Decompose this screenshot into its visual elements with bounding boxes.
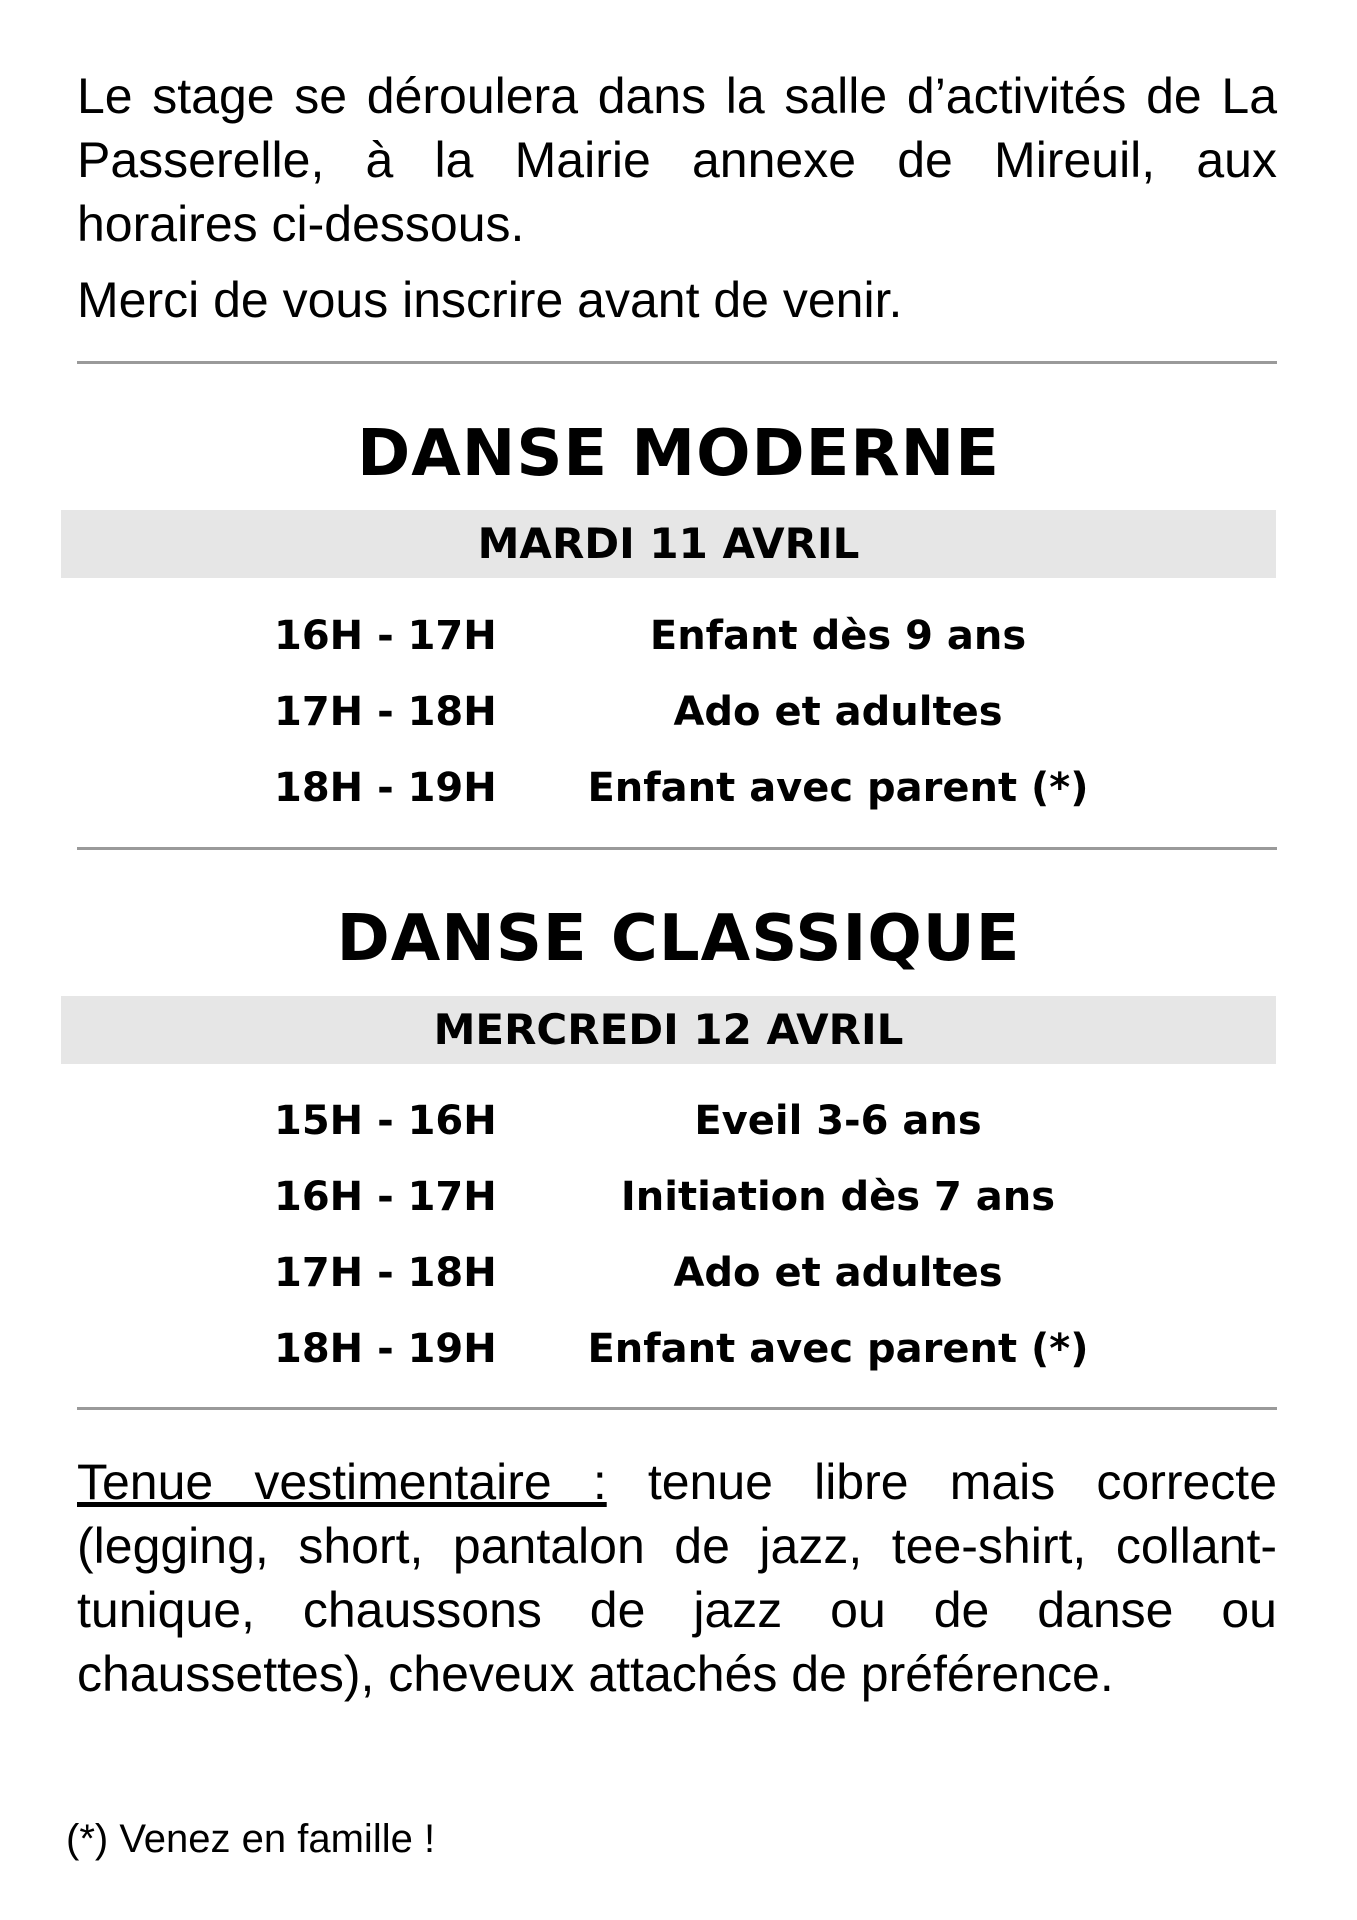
age-group: Enfant avec parent (*) xyxy=(587,765,1089,811)
day-header-mardi: MARDI 11 AVRIL xyxy=(61,510,1276,578)
section-title-danse-classique: DANSE CLASSIQUE xyxy=(336,902,1021,976)
schedule-row xyxy=(0,1311,1357,1387)
footnote: (*) Venez en famille ! xyxy=(66,1817,436,1861)
intro-text xyxy=(77,64,1277,332)
age-group: Initiation dès 7 ans xyxy=(620,1174,1056,1220)
time-slot: 16H - 17H xyxy=(274,613,497,659)
age-group: Ado et adultes xyxy=(673,1250,1003,1296)
dress-code-label: Tenue vestimentaire : xyxy=(77,1454,607,1510)
schedule-row xyxy=(0,1159,1357,1235)
time-slot: 16H - 17H xyxy=(274,1174,497,1220)
divider xyxy=(77,361,1277,364)
intro-paragraph-location: Le stage se déroulera dans la salle d’activités de La Passerelle, à la Mairie annexe de Mireuil, aux horaires ci-dessous. xyxy=(77,68,1277,252)
divider xyxy=(77,847,1277,850)
age-group: Eveil 3-6 ans xyxy=(694,1098,982,1144)
dress-code-text: tenue libre mais correcte (legging, short, pantalon de jazz, tee-shirt, collant-tunique, chaussons de jazz ou de danse ou chaussettes), cheveux attachés de préférence. xyxy=(77,1454,1277,1702)
time-slot: 15H - 16H xyxy=(274,1098,497,1144)
schedule-row xyxy=(0,674,1357,750)
age-group: Ado et adultes xyxy=(673,689,1003,735)
time-slot: 17H - 18H xyxy=(274,689,497,735)
age-group: Enfant dès 9 ans xyxy=(649,613,1027,659)
time-slot: 17H - 18H xyxy=(274,1250,497,1296)
schedule-row xyxy=(0,750,1357,826)
intro-paragraph-registration: Merci de vous inscrire avant de venir. xyxy=(77,272,903,328)
dress-code-paragraph xyxy=(77,1450,1277,1706)
section-title-danse-moderne: DANSE MODERNE xyxy=(357,417,1000,491)
day-header-mercredi: MERCREDI 12 AVRIL xyxy=(61,996,1276,1064)
schedule-row xyxy=(0,1235,1357,1311)
divider xyxy=(77,1407,1277,1410)
schedule-row xyxy=(0,1083,1357,1159)
time-slot: 18H - 19H xyxy=(274,765,497,811)
age-group: Enfant avec parent (*) xyxy=(587,1326,1089,1372)
schedule-row xyxy=(0,598,1357,674)
time-slot: 18H - 19H xyxy=(274,1326,497,1372)
